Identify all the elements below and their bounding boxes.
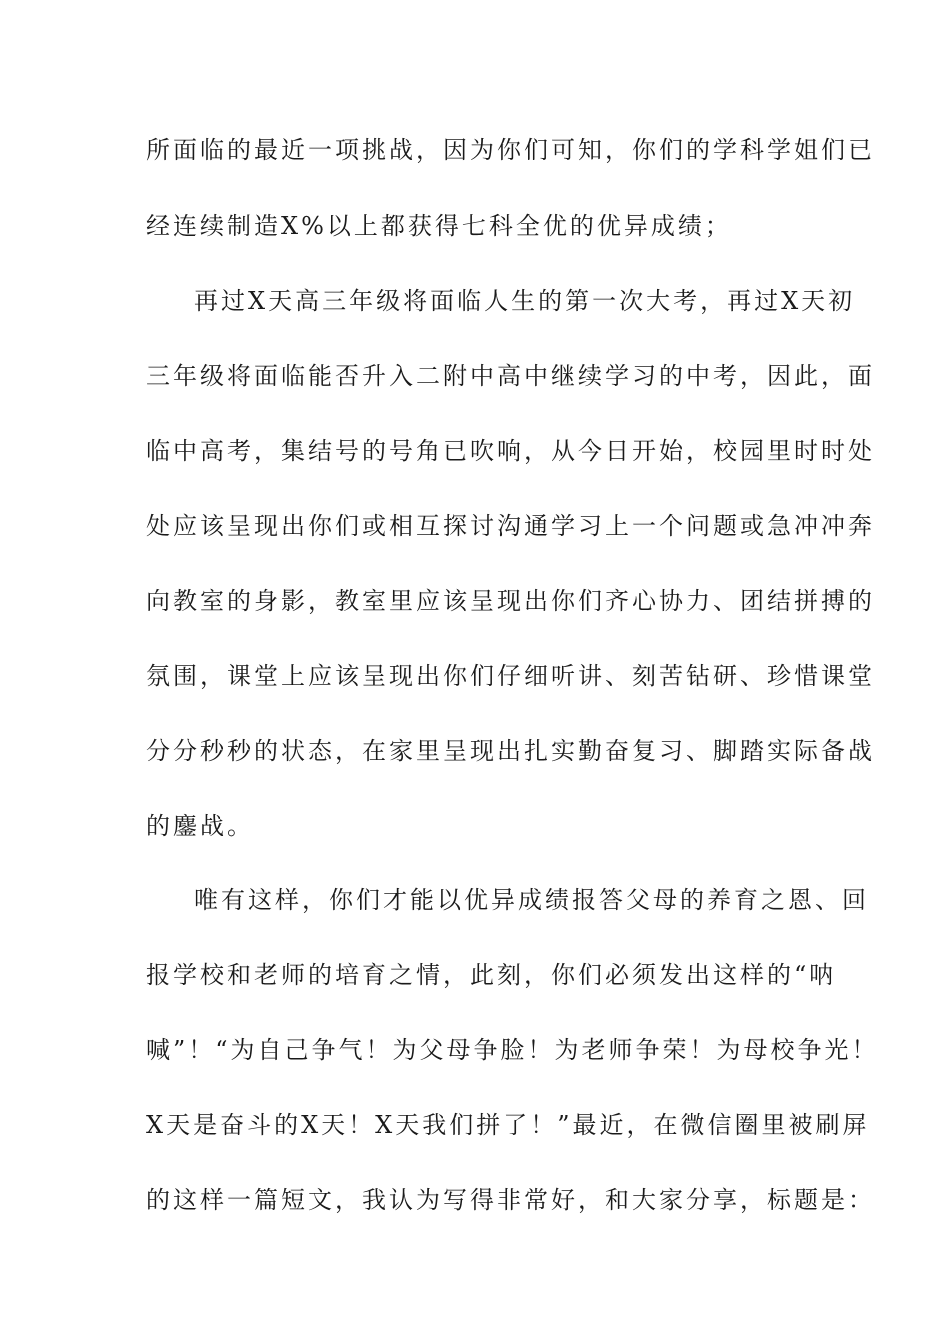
text-line: 三年级将面临能否升入二附中高中继续学习的中考，因此，面 bbox=[146, 362, 875, 390]
text-line: 临中高考，集结号的号角已吹响，从今日开始，校园里时时处 bbox=[146, 437, 875, 465]
text-line: 向教室的身影，教室里应该呈现出你们齐心协力、团结拼搏的 bbox=[146, 587, 875, 615]
text-line: 处应该呈现出你们或相互探讨沟通学习上一个问题或急冲冲奔 bbox=[146, 512, 875, 540]
text-line: 所面临的最近一项挑战，因为你们可知，你们的学科学姐们已 bbox=[146, 136, 875, 164]
text-line: 喊”！“为自己争气！为父母争脸！为老师争荣！为母校争光！ bbox=[146, 1036, 879, 1064]
text-line: 经连续制造X%以上都获得七科全优的优异成绩； bbox=[146, 212, 732, 240]
text-line: 的鏖战。 bbox=[146, 812, 254, 840]
text-line: 报学校和老师的培育之情，此刻，你们必须发出这样的“呐 bbox=[146, 961, 837, 989]
text-line: 的这样一篇短文，我认为写得非常好，和大家分享，标题是： bbox=[146, 1186, 875, 1214]
text-line: 唯有这样，你们才能以优异成绩报答父母的养育之恩、回 bbox=[194, 886, 869, 914]
text-line: X天是奋斗的X天！X天我们拼了！”最近，在微信圈里被刷屏 bbox=[146, 1111, 870, 1139]
text-line: 分分秒秒的状态，在家里呈现出扎实勤奋复习、脚踏实际备战 bbox=[146, 737, 875, 765]
text-line: 再过X天高三年级将面临人生的第一次大考，再过X天初 bbox=[194, 287, 856, 315]
text-line: 氛围，课堂上应该呈现出你们仔细听讲、刻苦钻研、珍惜课堂 bbox=[146, 662, 875, 690]
